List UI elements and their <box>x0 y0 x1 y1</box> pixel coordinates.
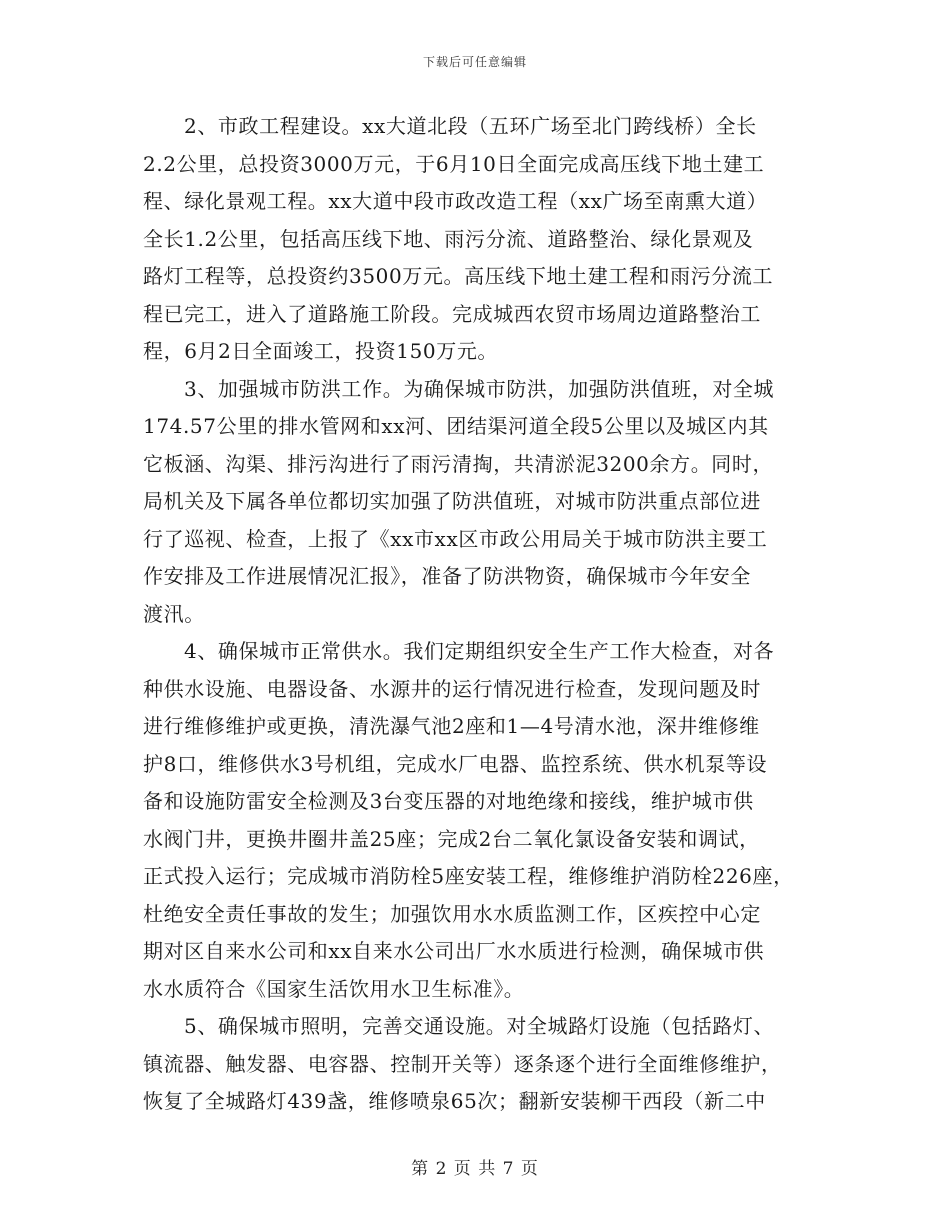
text-line: 杜绝安全责任事故的发生；加强饮用水水质监测工作，区疾控中心定 <box>143 901 761 926</box>
document-body <box>143 108 813 1121</box>
text-line: 水阀门井，更换井圈井盖25座；完成2台二氧化氯设备安装和调试， <box>143 826 760 851</box>
text-line: 作安排及工作进展情况汇报》，准备了防洪物资，确保城市今年安全 <box>143 564 751 588</box>
text-line: 备和设施防雷安全检测及3台变压器的对地绝缘和接线，维护城市供 <box>143 789 754 813</box>
text-line: 程、绿化景观工程。xx大道中段市政改造工程（xx广场至南熏大道） <box>143 189 768 213</box>
text-line: 护8口，维修供水3号机组，完成水厂电器、监控系统、供水机泵等设 <box>143 751 768 776</box>
text-line: 程，6月2日全面竣工，投资150万元。 <box>143 339 499 363</box>
text-line: 程已完工，进入了道路施工阶段。完成城西农贸市场周边道路整治工 <box>143 301 761 326</box>
text-line: 4、确保城市正常供水。我们定期组织安全生产工作大检查，对各 <box>184 639 775 663</box>
text-line: 局机关及下属各单位都切实加强了防洪值班，对城市防洪重点部位进 <box>143 489 761 513</box>
text-line: 174.57公里的排水管网和xx河、团结渠河道全段5公里以及城区内其 <box>143 414 769 438</box>
paragraph-4-water-supply <box>143 633 813 1008</box>
text-line: 2、市政工程建设。xx大道北段（五环广场至北门跨线桥）全长 <box>184 114 757 138</box>
text-line: 全长1.2公里，包括高压线下地、雨污分流、道路整治、绿化景观及 <box>143 226 754 251</box>
text-line: 进行维修维护或更换，清洗瀑气池2座和1—4号清水池，深井维修维 <box>143 714 760 738</box>
text-line: 种供水设施、电器设备、水源井的运行情况进行检查，发现问题及时 <box>143 676 761 701</box>
text-line: 5、确保城市照明，完善交通设施。对全城路灯设施（包括路灯、 <box>184 1014 775 1038</box>
text-line: 行了巡视、检查，上报了《xx市xx区市政公用局关于城市防洪主要工 <box>143 526 768 551</box>
text-line: 期对区自来水公司和xx自来水公司出厂水水质进行检测，确保城市供 <box>143 939 765 963</box>
text-line: 恢复了全城路灯439盏，维修喷泉65次；翻新安装柳干西段（新二中 <box>143 1089 766 1113</box>
text-line: 它板涵、沟渠、排污沟进行了雨污清掏，共清淤泥3200余方。同时， <box>143 451 774 476</box>
paragraph-3-flood-control <box>143 371 813 634</box>
page-number: 第 2 页 共 7 页 <box>411 1159 539 1179</box>
text-line: 2.2公里，总投资3000万元，于6月10日全面完成高压线下地土建工 <box>143 151 765 176</box>
text-line: 镇流器、触发器、电容器、控制开关等）逐条逐个进行全面维修维护， <box>143 1051 782 1076</box>
paragraph-2-municipal-construction <box>143 108 813 371</box>
text-line: 渡汛。 <box>143 601 205 626</box>
page-header: 下载后可任意编辑 <box>422 55 527 69</box>
text-line: 正式投入运行；完成城市消防栓5座安装工程，维修维护消防栓226座， <box>143 864 794 888</box>
text-line: 水水质符合《国家生活饮用水卫生标准》。 <box>143 976 525 1001</box>
text-line: 路灯工程等，总投资约3500万元。高压线下地土建工程和雨污分流工 <box>143 264 774 288</box>
text-line: 3、加强城市防洪工作。为确保城市防洪，加强防洪值班，对全城 <box>184 376 775 401</box>
paragraph-5-lighting <box>143 1008 813 1121</box>
